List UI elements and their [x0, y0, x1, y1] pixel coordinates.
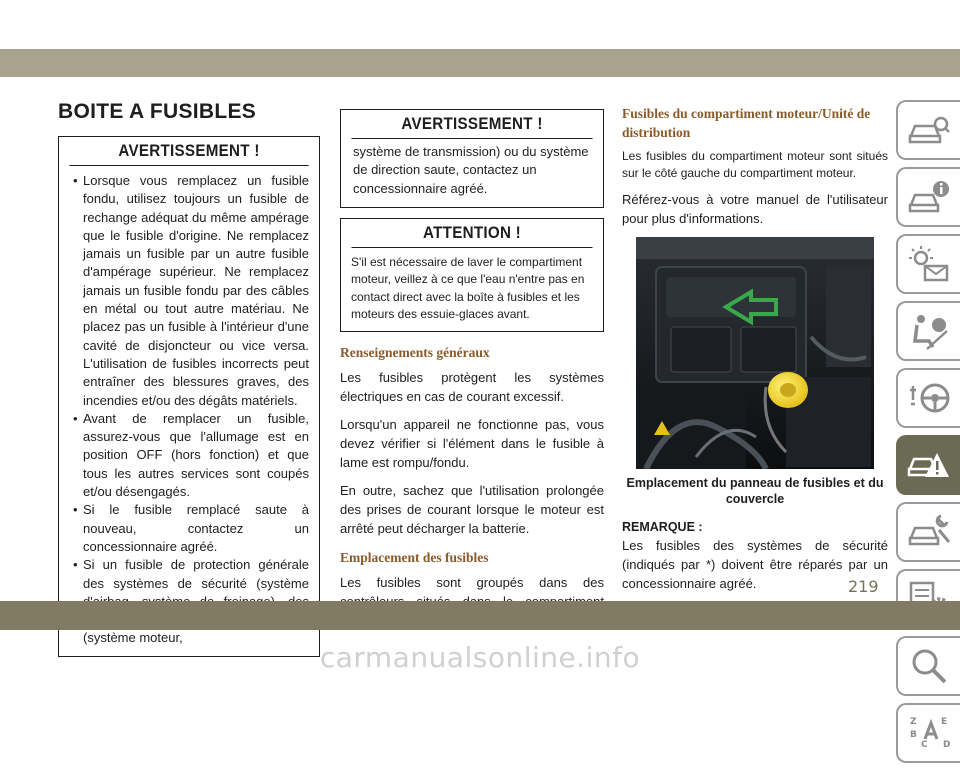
car-wrench-icon	[907, 512, 951, 552]
section-heading-engine: Fusibles du compartiment moteur/Unité de distribution	[622, 106, 871, 140]
location-paragraph: Les fusibles sont groupés dans des	[340, 574, 604, 590]
watermark: carmanualsonline.info	[319, 641, 641, 674]
page-title: BOITE A FUSIBLES	[58, 100, 257, 123]
index-letters-icon	[907, 713, 951, 753]
warning-header-2: AVERTISSEMENT !	[351, 110, 592, 139]
warning-list	[71, 172, 309, 648]
warning-item: • Avant de remplacer un fusible, assurez-vous que l'allumage est en position OFF (hors fonction) et que tous les autres services sont coupés et/ou désengagés.	[71, 410, 309, 501]
tab-getting-to-know[interactable]	[896, 100, 960, 160]
roadside-emergency-icon	[907, 445, 951, 485]
section-heading-general: Renseignements généraux	[340, 344, 490, 360]
svg-text:E: E	[941, 717, 948, 727]
car-search-icon	[907, 110, 951, 150]
warning-continuation: système de transmission) ou du système de direction saute, contactez un concessionnaire agréé.	[353, 144, 589, 196]
warning-header: AVERTISSEMENT !	[69, 137, 308, 166]
warning-item: • Lorsque vous remplacez un fusible fondu, utilisez toujours un fusible de rechange adéquat du même ampérage que le fusible d'origine. Ne remplacez jamais un fusible par un autre fusible d'ampérage supérieur. Ne remplacez jamais un fusible fondu par des câbles en métal ou tout autre matériau. Ne placez pas un fusible à l'intérieur d'une cavité de disjoncteur ou vice versa. L'utilisation de fusibles incorrects peut entraîner des blessures graves, des incendies et/ou des dégâts matériels.	[71, 172, 309, 410]
engine-bay-illustration	[636, 237, 874, 469]
tab-servicing[interactable]	[896, 502, 960, 562]
tab-index[interactable]	[896, 703, 960, 763]
engine-paragraph-1: Les fusibles du compartiment moteur sont situés sur le côté gauche du compartiment moteur.	[622, 149, 888, 180]
warning-box-1	[58, 136, 320, 657]
caution-text: S'il est nécessaire de laver le compartiment moteur, veillez à ce que l'eau n'entre pas en contact direct avec la boîte à fusibles et les moteurs des essuie-glaces avant.	[351, 254, 585, 322]
airbag-seat-icon	[907, 311, 951, 351]
svg-text:B: B	[910, 730, 917, 740]
tab-safety[interactable]	[896, 301, 960, 361]
general-paragraph-2: Lorsqu'un appareil ne fonctionne pas, vous devez vérifier si l'élément dans le fusible à lame est rompu/fondu.	[340, 416, 604, 470]
section-heading-location: Emplacement des fusibles	[340, 549, 489, 565]
bottom-band	[0, 601, 960, 630]
column-left	[58, 100, 320, 657]
photo-caption: Emplacement du panneau de fusibles et du couvercle	[626, 476, 884, 506]
engine-bay-photo	[636, 237, 874, 469]
car-info-icon	[907, 177, 951, 217]
general-paragraph-3: En outre, sachez que l'utilisation prolongée des prises de courant lorsque le moteur est arrêté peut décharger la batterie.	[340, 482, 604, 536]
tab-vehicle-info[interactable]	[896, 167, 960, 227]
warning-item: • Si le fusible remplacé saute à nouveau, contactez un concessionnaire agréé.	[71, 501, 309, 556]
warning-box-2	[340, 109, 604, 208]
caution-box	[340, 218, 604, 332]
top-band	[0, 49, 960, 77]
svg-text:D: D	[943, 740, 951, 750]
warning-lights-icon	[907, 244, 951, 284]
general-paragraph-1: Les fusibles protègent les systèmes électriques en cas de courant excessif.	[340, 369, 604, 404]
column-middle	[340, 109, 604, 639]
note-label: REMARQUE :	[622, 520, 703, 534]
column-right	[622, 104, 888, 602]
steering-wheel-icon	[907, 378, 951, 418]
svg-text:C: C	[921, 740, 928, 750]
svg-text:Z: Z	[910, 717, 917, 727]
warning-item: • Si un fusible de protection générale des systèmes de sécurité (système (système moteur,	[71, 556, 309, 647]
note-text: Les fusibles des systèmes de sécurité (indiqués par *) doivent être réparés par un concessionnaire agréé.	[622, 538, 888, 591]
engine-paragraph-2: Référez-vous à votre manuel de l'utilisateur pour plus d'informations.	[622, 192, 888, 226]
tab-emergency[interactable]	[896, 435, 960, 495]
page-number: 219	[848, 577, 879, 596]
tab-driving[interactable]	[896, 368, 960, 428]
tab-dashboard[interactable]	[896, 234, 960, 294]
caution-header: ATTENTION !	[351, 219, 592, 248]
